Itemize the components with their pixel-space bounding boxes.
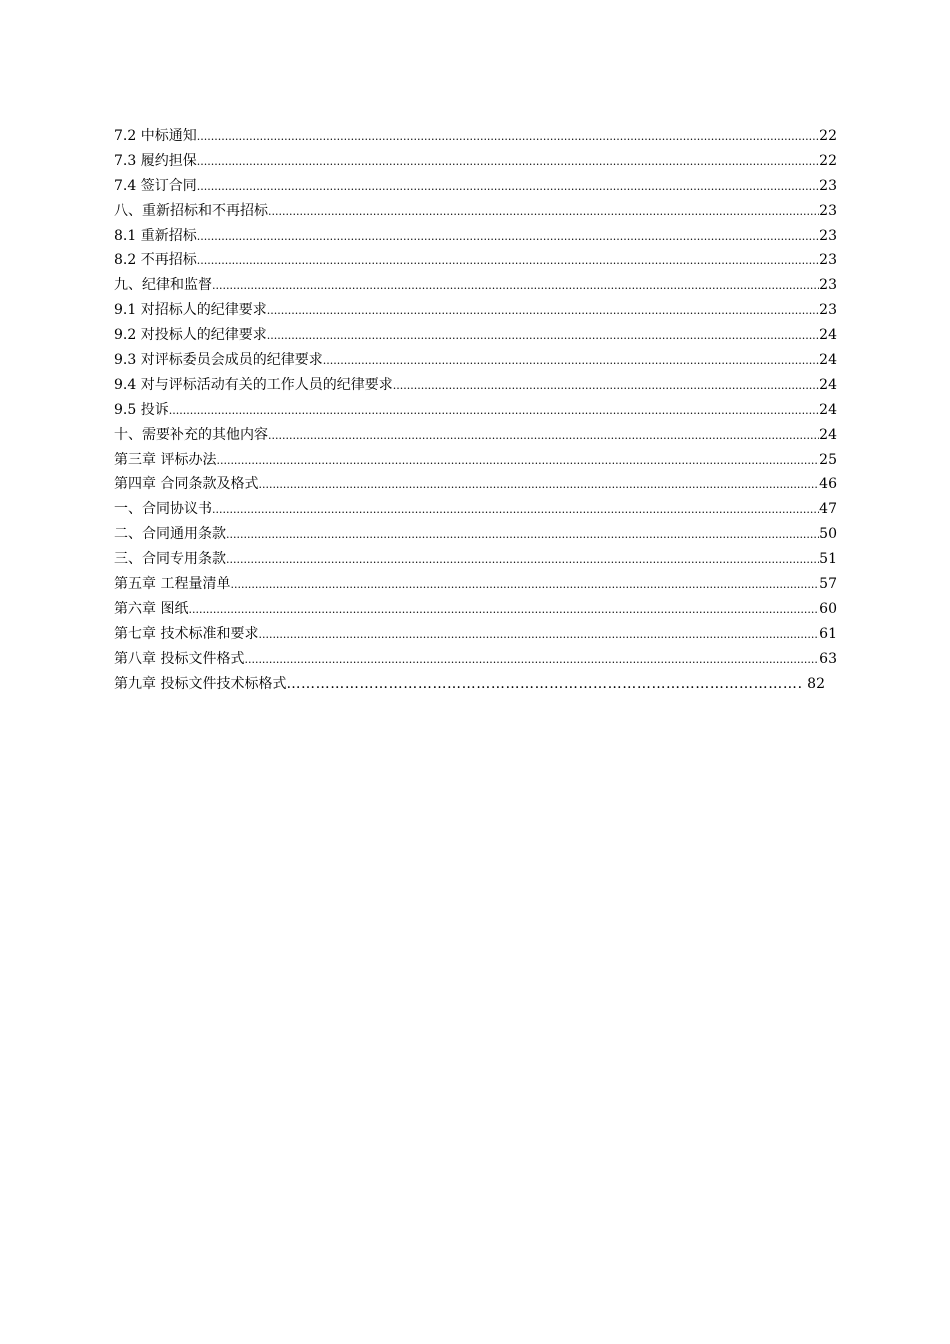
toc-entry-page: 23 (819, 302, 837, 319)
toc-entry[interactable] (114, 497, 837, 522)
toc-entry-page: 22 (819, 152, 837, 169)
toc-entry-title: 九、纪律和监督 (114, 277, 212, 294)
toc-entry[interactable] (114, 273, 837, 298)
toc-entry-page: 24 (819, 401, 837, 418)
toc-entry-title: 第六章 图纸 (114, 600, 189, 617)
toc-entry-title: 9.5 投诉 (114, 401, 169, 418)
toc-entry-page: 23 (819, 252, 837, 269)
toc-entry[interactable] (114, 547, 837, 572)
toc-entry-page: 24 (819, 352, 837, 369)
toc-entry[interactable] (114, 572, 837, 597)
toc-entry-title: 9.1 对招标人的纪律要求 (114, 302, 267, 319)
toc-entry[interactable] (114, 248, 837, 273)
toc-entry[interactable] (114, 522, 837, 547)
toc-entry-page: 23 (819, 177, 837, 194)
toc-entry-page: 46 (819, 476, 837, 493)
toc-entry[interactable] (114, 149, 837, 174)
toc-entry-title: 7.4 签订合同 (114, 177, 197, 194)
toc-entry-title: 一、合同协议书 (114, 501, 212, 518)
toc-entry-page: 50 (819, 526, 837, 543)
toc-entry[interactable] (114, 323, 837, 348)
toc-entry-title: 9.2 对投标人的纪律要求 (114, 327, 267, 344)
toc-entry-title: 十、需要补充的其他内容 (114, 426, 268, 443)
toc-dot-leader (197, 150, 819, 175)
toc-entry-page: 24 (819, 426, 837, 443)
toc-entry[interactable] (114, 398, 837, 423)
toc-ellipsis-leader (286, 672, 801, 697)
toc-entry-title: 第五章 工程量清单 (114, 576, 231, 593)
toc-entry[interactable] (114, 622, 837, 647)
toc-entry-page: 23 (819, 227, 837, 244)
toc-entry-title: 第七章 技术标准和要求 (114, 625, 259, 642)
toc-dot-leader (188, 598, 819, 623)
toc-entry-page: 63 (819, 650, 837, 667)
toc-entry-page: 23 (819, 277, 837, 294)
toc-entry[interactable] (114, 472, 837, 497)
toc-entry-title: 8.1 重新招标 (114, 227, 197, 244)
toc-dot-leader (212, 274, 819, 299)
toc-dot-leader (216, 449, 819, 474)
toc-dot-leader (197, 249, 819, 274)
table-of-contents (114, 124, 837, 696)
toc-entry-title: 第四章 合同条款及格式 (114, 476, 259, 493)
toc-dot-leader (169, 399, 819, 424)
toc-entry-page: 23 (819, 202, 837, 219)
toc-entry-page: 24 (819, 376, 837, 393)
toc-entry[interactable] (114, 298, 837, 323)
toc-entry-title: 7.2 中标通知 (114, 128, 197, 144)
toc-entry[interactable] (114, 448, 837, 473)
toc-dot-leader (267, 299, 819, 324)
toc-entry[interactable] (114, 672, 825, 697)
toc-entry-page: 25 (819, 451, 837, 468)
toc-entry-page: 82 (807, 675, 825, 692)
toc-entry-page: 47 (819, 501, 837, 518)
toc-dot-leader (323, 349, 819, 374)
toc-entry-title: 八、重新招标和不再招标 (114, 202, 268, 219)
toc-entry-title: 8.2 不再招标 (114, 252, 197, 269)
toc-entry-title: 三、合同专用条款 (114, 551, 226, 568)
toc-dot-leader (197, 125, 819, 150)
toc-dot-leader (258, 473, 819, 498)
toc-entry-title: 7.3 履约担保 (114, 152, 197, 169)
toc-dot-leader (267, 324, 819, 349)
toc-entry-page: 24 (819, 327, 837, 344)
toc-entry-title: 9.3 对评标委员会成员的纪律要求 (114, 352, 323, 369)
toc-entry[interactable] (114, 373, 837, 398)
toc-entry-page: 22 (819, 128, 837, 144)
toc-entry-title: 第九章 投标文件技术标格式 (114, 675, 287, 692)
toc-dot-leader (197, 175, 819, 200)
toc-dot-leader (258, 623, 819, 648)
toc-entry-title: 第三章 评标办法 (114, 451, 217, 468)
toc-dot-leader (230, 573, 819, 598)
toc-dot-leader (268, 424, 819, 449)
toc-dot-leader (212, 498, 819, 523)
toc-entry[interactable] (114, 199, 837, 224)
toc-entry[interactable] (114, 348, 837, 373)
toc-dot-leader (197, 225, 819, 250)
toc-entry-page: 61 (819, 625, 837, 642)
toc-entry-page: 51 (819, 551, 837, 568)
toc-entry[interactable] (114, 224, 837, 249)
toc-entry[interactable] (114, 597, 837, 622)
toc-entry[interactable] (114, 124, 837, 149)
toc-entry-title: 9.4 对与评标活动有关的工作人员的纪律要求 (114, 376, 393, 393)
toc-entry[interactable] (114, 647, 837, 672)
toc-dot-leader (268, 200, 819, 225)
toc-dot-leader (393, 374, 819, 399)
toc-dot-leader (226, 523, 819, 548)
toc-dot-leader (226, 548, 819, 573)
toc-entry-title: 二、合同通用条款 (114, 526, 226, 543)
toc-entry[interactable] (114, 423, 837, 448)
toc-entry-title: 第八章 投标文件格式 (114, 650, 245, 667)
toc-entry[interactable] (114, 174, 837, 199)
toc-entry-page: 60 (819, 600, 837, 617)
toc-dot-leader (244, 648, 819, 673)
toc-entry-page: 57 (819, 576, 837, 593)
